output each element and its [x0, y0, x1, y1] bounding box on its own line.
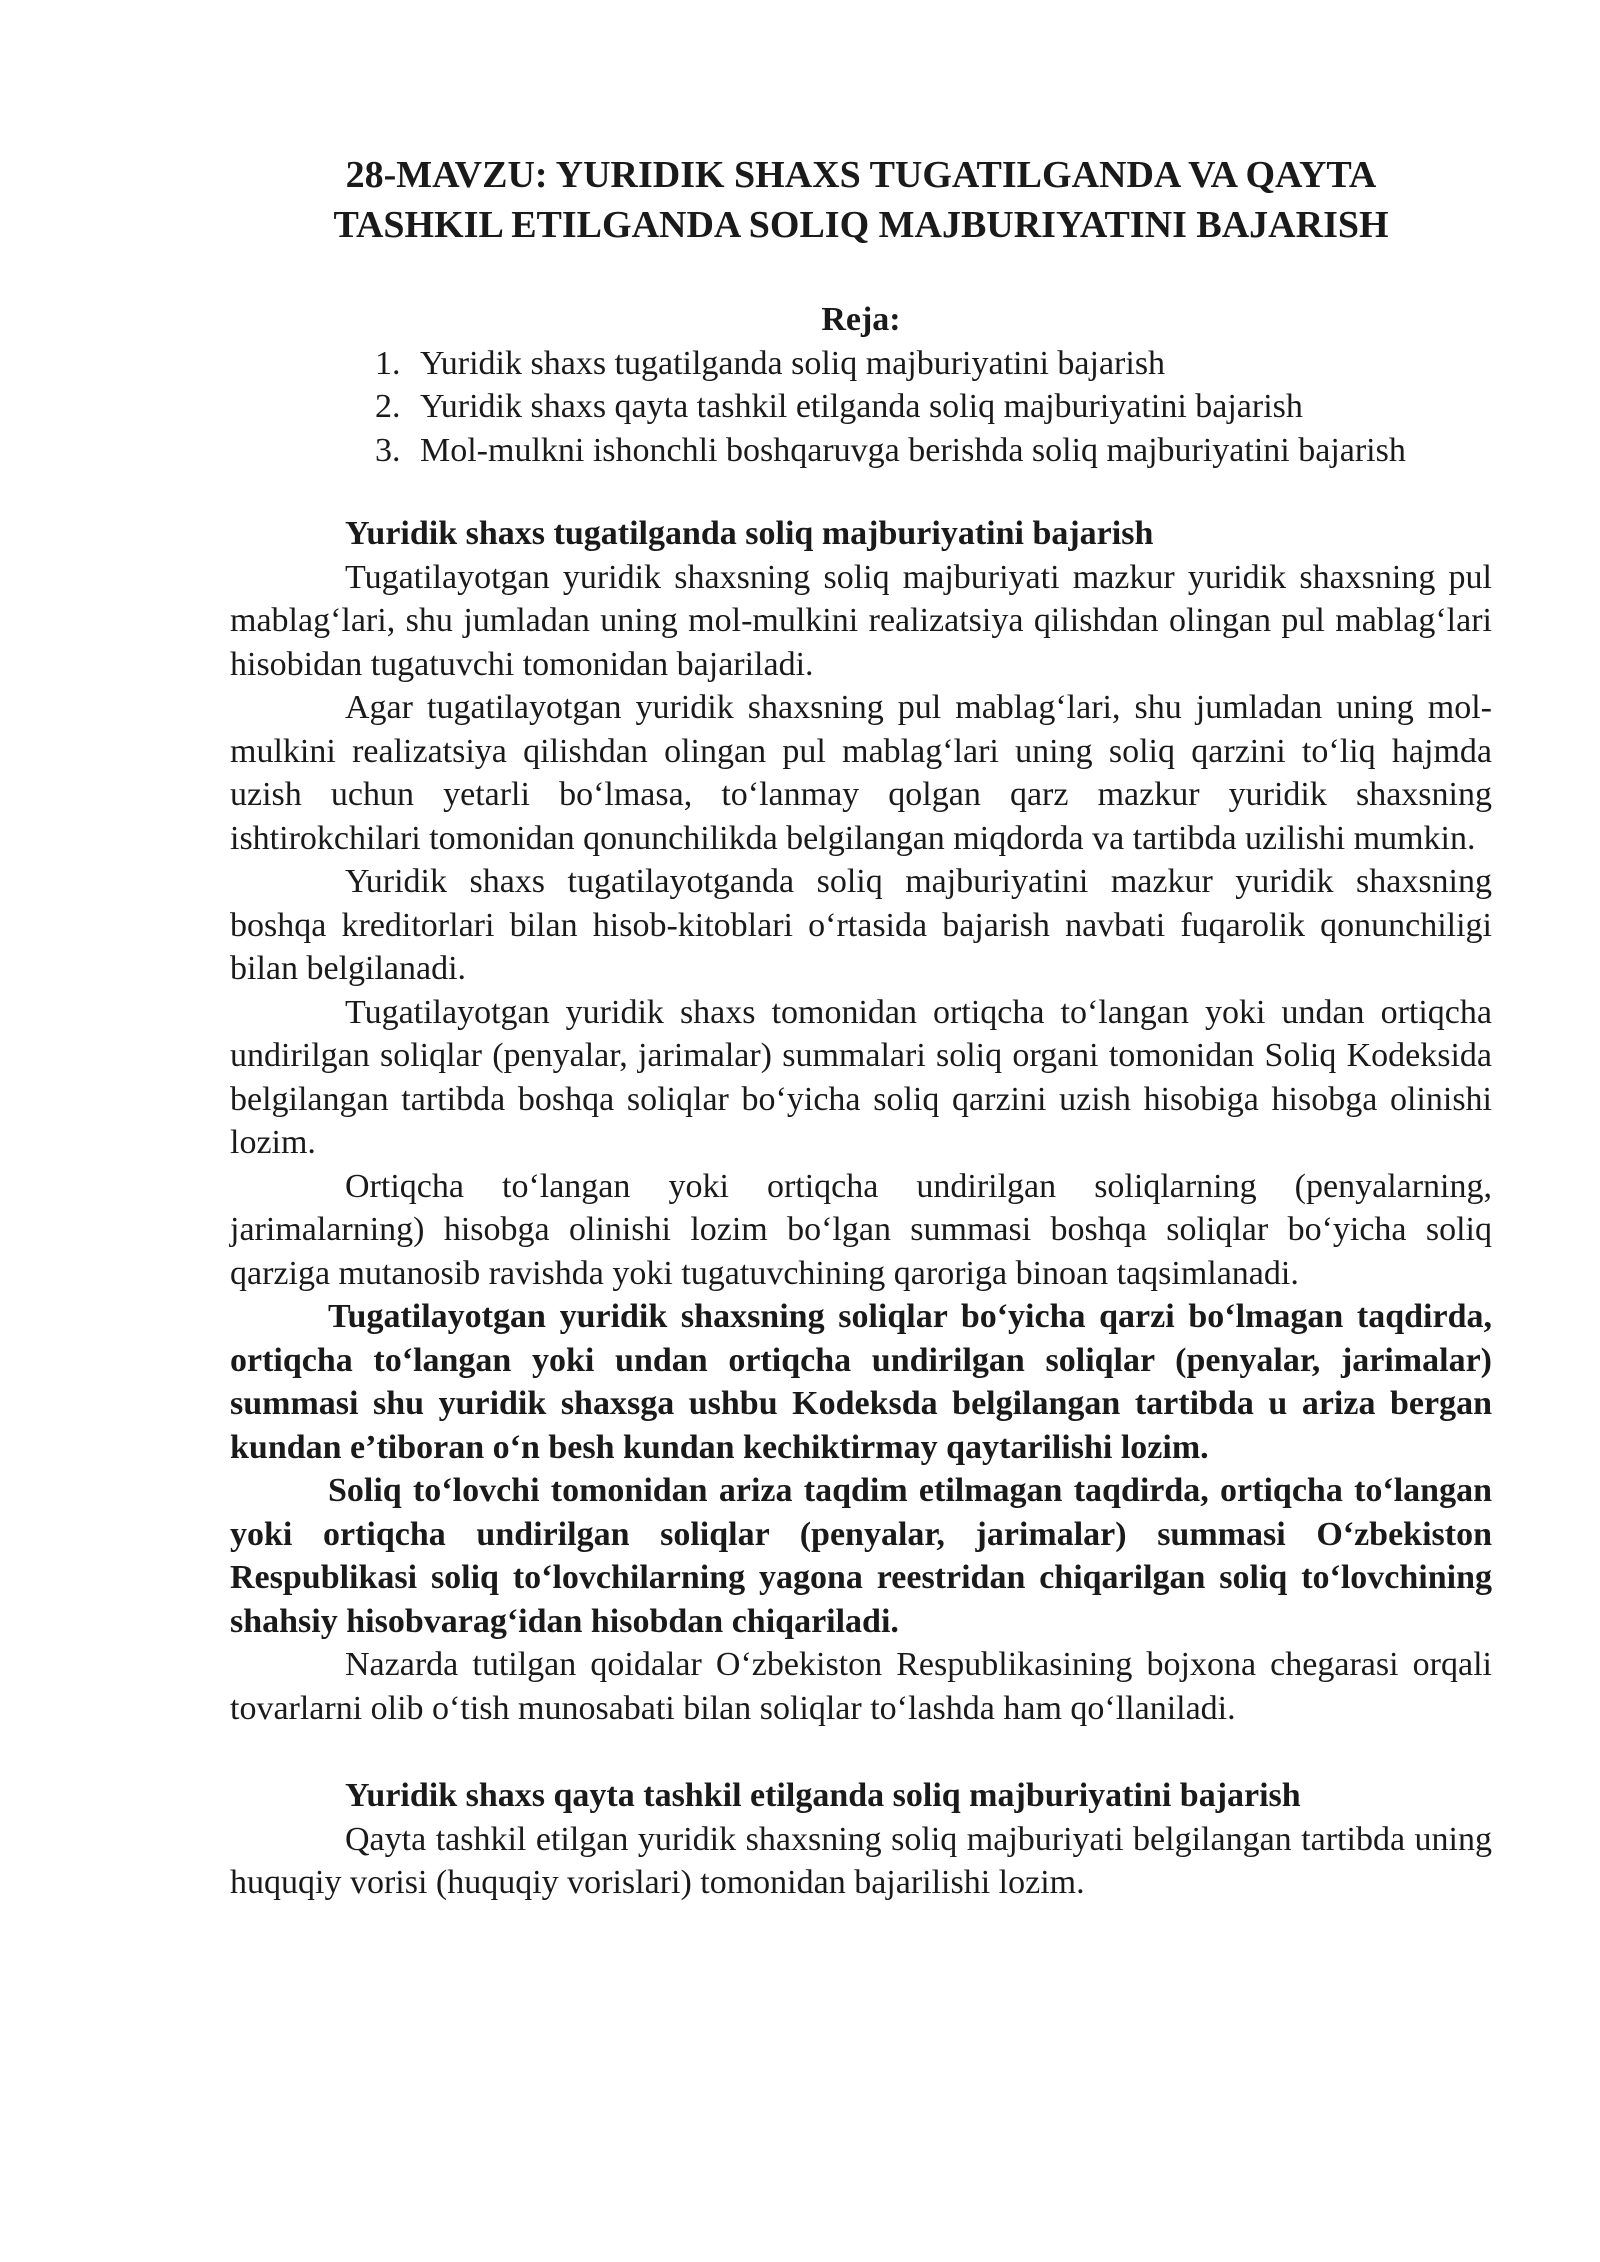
section-1-paragraph: Yuridik shaxs tugatilayotganda soliq majburiyatini mazkur yuridik shaxsning boshqa kreditorlari bilan hisob-kitoblari o‘rtasida bajarish navbati fuqarolik qonunchiligi bilan belgilanadi.: [230, 863, 1492, 987]
section-1-paragraph: Agar tugatilayotgan yuridik shaxsning pul mablag‘lari, shu jumladan uning mol-mulkini realizatsiya qilishdan olingan pul mablag‘lari uning soliq qarzini to‘liq hajmda uzish uchun yetarli bo‘lmasa, to‘lanmay qolgan qarz mazkur yuridik shaxsning ishtirokchilari tomonidan qonunchilikda belgilangan miqdorda va tartibda uzilishi mumkin.: [230, 689, 1492, 857]
document-title-line-1: 28-MAVZU: YURIDIK SHAXS TUGATILGANDA VA QAYTA: [345, 154, 1377, 196]
plan-item: [375, 429, 1492, 473]
section-1-paragraph: Ortiqcha to‘langan yoki ortiqcha undirilgan soliqlarning (penyalarning, jarimalarning) hisobga olinishi lozim bo‘lgan summasi boshqa soliqlar bo‘yicha soliq qarziga mutanosib ravishda yoki tugatuvchining qaroriga binoan taqsimlanadi.: [230, 1167, 1492, 1292]
document-title: [230, 150, 1492, 250]
plan-heading: Reja:: [821, 301, 901, 338]
plan-item-number: 2.: [375, 388, 401, 425]
section-1-bold-paragraph: Tugatilayotgan yuridik shaxsning soliqlar bo‘yicha qarzi bo‘lmagan taqdirda, ortiqcha to‘langan yoki undan ortiqcha undirilgan soliqlar (penyalar, jarimalar) summasi shu yuridik shaxsga ushbu Kodeksda belgilangan tartibda u ariza bergan kundan e’tiboran o‘n besh kundan kechiktirmay qaytarilishi lozim.: [230, 1298, 1492, 1466]
section-2-heading: Yuridik shaxs qayta tashkil etilganda soliq majburiyatini bajarish: [345, 1777, 1301, 1814]
section-1-paragraph: Tugatilayotgan yuridik shaxsning soliq majburiyati mazkur yuridik shaxsning pul mablag‘lari, shu jumladan uning mol-mulkini realizatsiya qilishdan olingan pul mablag‘lari hisobidan tugatuvchi tomonidan bajariladi.: [230, 558, 1492, 683]
section-2-paragraph: Qayta tashkil etilgan yuridik shaxsning soliq majburiyati belgilangan tartibda uning huquqiy vorisi (huquqiy vorislari) tomonidan bajarilishi lozim.: [230, 1820, 1492, 1901]
section-1-heading: Yuridik shaxs tugatilganda soliq majburiyatini bajarish: [345, 515, 1154, 552]
plan-list: [230, 342, 1492, 473]
document-page: [230, 150, 1492, 1905]
plan-item-number: 1.: [375, 344, 401, 382]
plan-item-text: Mol-mulkni ishonchli boshqaruvga berishda soliq majburiyatini bajarish: [420, 431, 1406, 469]
plan-item: [375, 342, 1492, 386]
section-1-bold-paragraph: Soliq to‘lovchi tomonidan ariza taqdim etilmagan taqdirda, ortiqcha to‘langan yoki ortiqcha undirilgan soliqlar (penyalar, jarimalar) summasi O‘zbekiston Respublikasi soliq to‘lovchilarning yagona reestridan chiqarilgan soliq to‘lovchining shahsiy hisobvarag‘idan hisobdan chiqariladi.: [230, 1472, 1492, 1640]
document-title-line-2: TASHKIL ETILGANDA SOLIQ MAJBURIYATINI BAJARISH: [333, 204, 1389, 246]
plan-item: [375, 385, 1492, 429]
plan-item-text: Yuridik shaxs qayta tashkil etilganda soliq majburiyatini bajarish: [420, 388, 1303, 425]
section-1-paragraph: Tugatilayotgan yuridik shaxs tomonidan ortiqcha to‘langan yoki undan ortiqcha undirilgan soliqlar (penyalar, jarimalar) summalari soliq organi tomonidan Soliq Kodeksida belgilangan tartibda boshqa soliqlar bo‘yicha soliq qarzini uzish hisobiga hisobga olinishi lozim.: [230, 993, 1492, 1161]
section-1-closing-paragraph: Nazarda tutilgan qoidalar O‘zbekiston Respublikasining bojxona chegarasi orqali tovarlarni olib o‘tish munosabati bilan soliqlar to‘lashda ham qo‘llaniladi.: [230, 1646, 1492, 1727]
plan-item-text: Yuridik shaxs tugatilganda soliq majburiyatini bajarish: [420, 344, 1166, 382]
plan-item-number: 3.: [375, 431, 401, 469]
